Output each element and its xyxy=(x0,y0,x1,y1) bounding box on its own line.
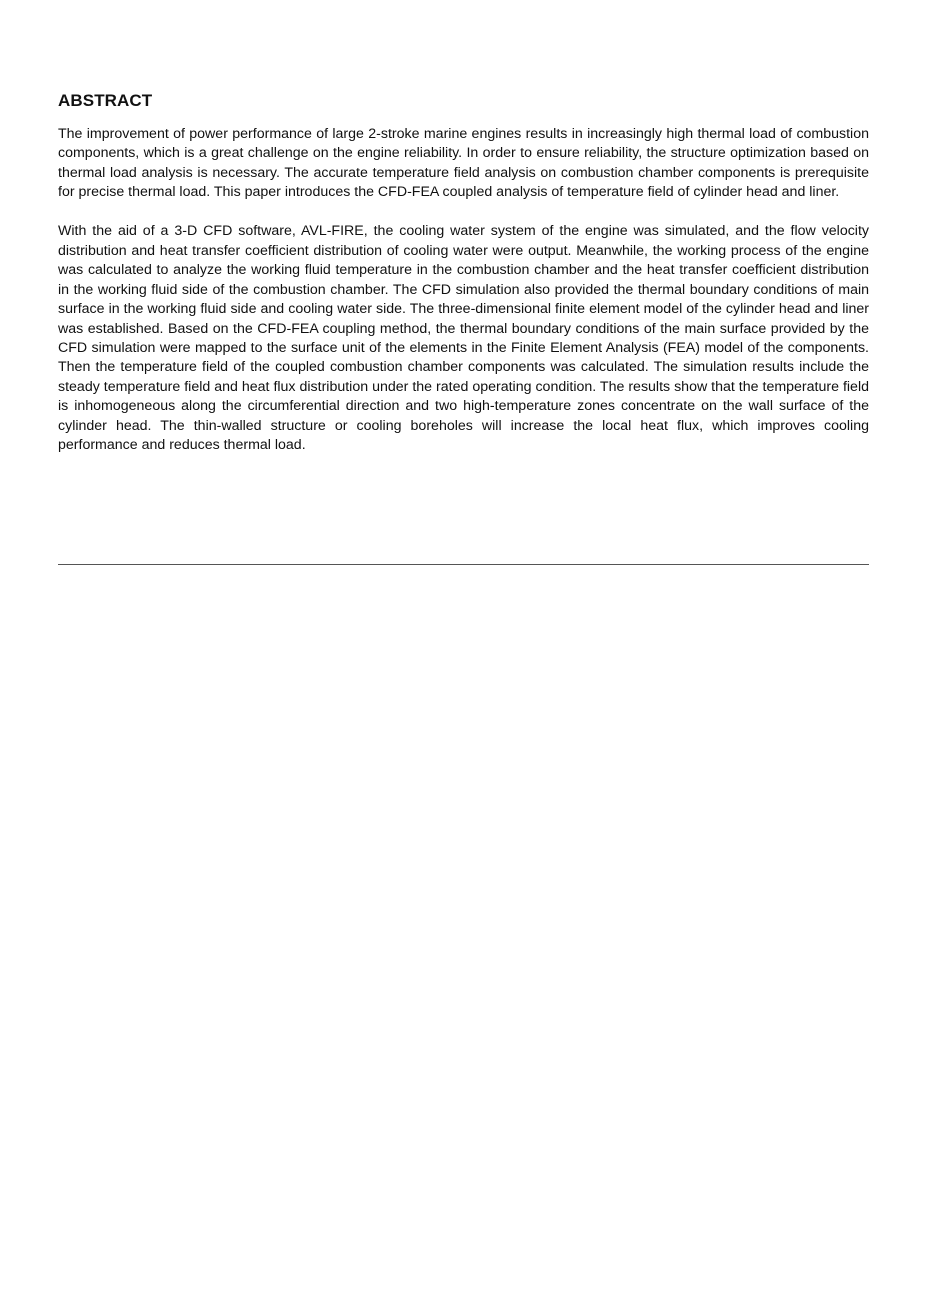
section-divider xyxy=(58,564,869,565)
abstract-paragraph-1: The improvement of power performance of large 2-stroke marine engines results in increasingly high thermal load of combustion components, which is a great challenge on the engine reliability. In order to ensure reliability, the structure optimization based on thermal load analysis is necessary. The accurate temperature field analysis on combustion chamber components is prerequisite for precise thermal load. This paper introduces the CFD-FEA coupled analysis of temperature field of cylinder head and liner. xyxy=(58,126,869,201)
abstract-section xyxy=(58,90,869,456)
abstract-heading: ABSTRACT xyxy=(58,91,153,110)
abstract-paragraph-2: With the aid of a 3-D CFD software, AVL-FIRE, the cooling water system of the engine was simulated, and the flow velocity distribution and heat transfer coefficient distribution of cooling water were output. Meanwhile, the working process of the engine was calculated to analyze the working fluid temperature in the combustion chamber and the heat transfer coefficient distribution in the working fluid side of the combustion chamber. The CFD simulation also provided the thermal boundary conditions of main surface in the working fluid side and cooling water side. The three-dimensional finite element model of the cylinder head and liner was established. Based on the CFD-FEA coupling method, the thermal boundary conditions of the main surface provided by the CFD simulation were mapped to the surface unit of the elements in the Finite Element Analysis (FEA) model of the components. Then the temperature field of the coupled combustion chamber components was calculated. The simulation results include the steady temperature field and heat flux distribution under the rated operating condition. The results show that the temperature field is inhomogeneous along the circumferential direction and two high-temperature zones concentrate on the wall surface of the cylinder head. The thin-walled structure or cooling boreholes will increase the local heat flux, which improves cooling performance and reduces thermal load. xyxy=(58,223,869,454)
